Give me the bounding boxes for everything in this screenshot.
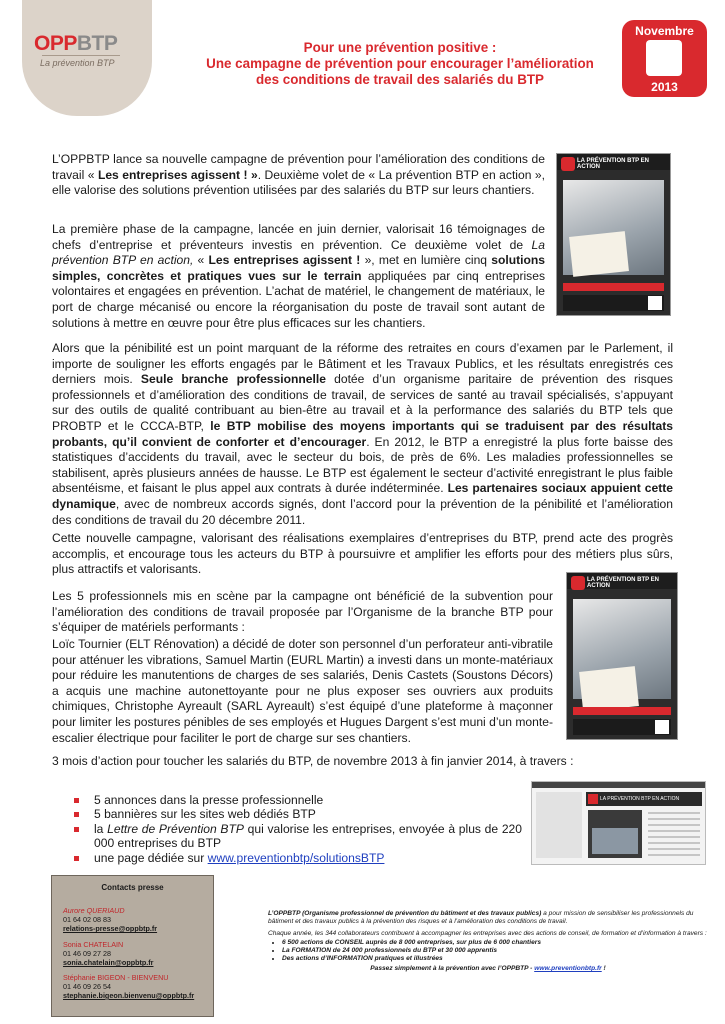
contact-3-phone: 01 46 09 26 54 — [63, 982, 111, 991]
contact-2-name: Sonia CHATELAIN — [63, 940, 124, 949]
contact-1-phone: 01 64 02 08 83 — [63, 915, 111, 924]
p3-bold-partners: Les partenaires sociaux appuient cette dynamique — [52, 481, 673, 511]
p3-text-end: , avec de nombreux accords signés, dont l’accord pour la prévention de la pénibilité et l’amélioration des conditions de travail du 20 décembre 2011. — [52, 496, 673, 527]
paragraph-duration: 3 mois d’action pour toucher les salariés du BTP, de novembre 2013 à fin janvier 2014, à travers : — [52, 754, 574, 768]
logo-text-red: OPP — [34, 32, 77, 55]
p2-bold: Les entreprises agissent ! — [208, 253, 361, 268]
qr-code-icon — [648, 296, 662, 310]
poster-red-bar — [563, 283, 664, 291]
poster-logo-icon — [561, 157, 575, 171]
title-line-2: Une campagne de prévention pour encourager l’amélioration — [206, 56, 594, 71]
footer-tagline-text: Passez simplement à la prévention avec l’OPPBTP - — [370, 965, 535, 973]
poster-logo-icon — [571, 576, 585, 590]
website-screenshot — [531, 781, 706, 865]
p1-text: L’OPPBTP lance sa nouvelle campagne de prévention pour l’amélioration des conditions de travail « — [52, 152, 545, 182]
web-banner-title: LA PRÉVENTION BTP EN ACTION — [600, 796, 680, 802]
p3-text: Alors que la pénibilité est un point marquant de la réforme des retraites en cours d’examen par le Parlement, il importe de souligner les efforts engagés par le Bâtiment et les Travaux Publics, et les résultats enregistrés ces derniers mois. — [52, 341, 673, 387]
web-sidebar — [536, 792, 582, 858]
list-item-text: la — [94, 821, 108, 836]
badge-square — [646, 40, 682, 76]
p3-bold-branch: Seule branche professionnelle — [140, 372, 326, 387]
footer-list-item: • 6 500 actions de CONSEIL auprès de 8 000 entreprises, sur plus de 6 000 chantiers — [282, 939, 708, 947]
p2-italic: La prévention BTP en action, — [52, 237, 545, 268]
campaign-poster-1 — [556, 153, 671, 316]
page-title — [180, 40, 620, 88]
list-item — [72, 851, 522, 865]
badge-month: Novembre — [635, 24, 694, 38]
poster-title: LA PRÉVENTION BTP EN ACTION — [587, 577, 660, 589]
bullet-square-icon — [74, 812, 79, 817]
p3-text-mid: dotée d’un organisme paritaire de prévention des risques professionnels et d’amélioration des conditions de travail, de services de santé au travail spécialisés, s’appuyant sur des outils de qualité contribuant au bien-être au travail et à la performance des salariés du BTP tels que PROBTP et le CCCA-BTP, — [52, 372, 673, 433]
paragraph-intro — [52, 152, 545, 199]
p2-text-mid: », met en lumière cinq — [360, 253, 492, 268]
web-logo-icon — [588, 794, 598, 804]
footer-list-item: • Des actions d’INFORMATION pratiques et illustrées — [282, 955, 708, 963]
web-photo — [592, 828, 638, 854]
paragraph-professionals: Les 5 professionnels mis en scène par la campagne ont bénéficié de la subvention pour l’amélioration des conditions de travail proposée par l’Organisme de la branche BTP pour s’équiper de matériels performants : — [52, 589, 553, 635]
list-item — [72, 793, 522, 807]
footer-actions-intro: Chaque année, les 344 collaborateurs contribuent à accompagner les entreprises avec des actions de conseil, de formation et d’information à travers : — [268, 930, 707, 938]
list-item — [72, 807, 522, 821]
footer-list-item: • La FORMATION de 24 000 professionnels du BTP et 30 000 apprentis — [282, 947, 708, 955]
poster-title: LA PRÉVENTION BTP EN ACTION — [577, 158, 650, 170]
title-line-1: Pour une prévention positive : — [303, 40, 497, 55]
p1-text-end: . Deuxième volet de « La prévention BTP en action », elle valorise des solutions prévention utilisées par des salariés du BTP sur leurs chantiers. — [52, 167, 545, 198]
paragraph-phase — [52, 222, 545, 331]
poster-card — [579, 666, 639, 712]
bullet-square-icon — [74, 827, 79, 832]
bullet-square-icon — [74, 798, 79, 803]
campaign-poster-2 — [566, 572, 678, 740]
web-topbar — [532, 782, 705, 788]
p2-bold-solutions: solutions simples, concrètes et pratiques vues sur le terrain — [52, 253, 546, 283]
web-text-lines — [648, 812, 700, 856]
list-item-text: 5 bannières sur les sites web dédiés BTP — [94, 807, 316, 822]
contact-1-name: Aurore QUERIAUD — [63, 906, 125, 915]
poster-card — [569, 231, 629, 277]
list-item — [72, 822, 522, 851]
qr-code-icon — [655, 720, 669, 734]
p2-text-end: appliquées par cinq entreprises volontaires et engagées en prévention. L’achat de matériel, le changement de matériaux, le port de charge mécanisé ou encore la réorganisation du poste de travail sont autant de solutions à mettre en œuvre pour être plus efficaces sur les chantiers. — [52, 268, 545, 330]
poster-red-bar — [573, 707, 671, 715]
contacts-title: Contacts presse — [101, 883, 164, 892]
list-item-text: 5 annonces dans la presse professionnelle — [94, 793, 324, 807]
website-link[interactable]: www.preventionbtp.fr — [534, 965, 602, 973]
footer-mission — [268, 910, 708, 926]
title-line-3: des conditions de travail des salariés du BTP — [256, 72, 544, 87]
bullet-square-icon — [74, 856, 79, 861]
organisation-footer — [268, 910, 708, 973]
p2-text: La première phase de la campagne, lancée en juin dernier, valorisait 16 témoignages de chefs d’entreprise et préventeurs investis en prévention. Ce deuxième volet de — [52, 222, 545, 252]
logo-text-grey: BTP — [76, 32, 118, 55]
oppbtp-logo — [34, 32, 117, 56]
footer-mission-bold: L’OPPBTP (Organisme professionnel de prévention du bâtiment et des travaux publics) — [268, 910, 542, 917]
footer-mission-text: a pour mission de sensibiliser les professionnels du bâtiment et des travaux publics à la prévention des risques et à l’amélioration des conditions de travail. — [268, 910, 694, 926]
footer-tagline-end: ! — [601, 965, 606, 973]
paragraph-campaign: Cette nouvelle campagne, valorisant des réalisations exemplaires d’entreprises du BTP, prend acte des progrès accomplis, et encourage tous les acteurs du BTP à poursuivre et amplifier les efforts pour des métiers plus sûrs, plus attractifs et valorisants. — [52, 531, 673, 577]
footer-actions-list — [268, 939, 708, 964]
contact-3-email[interactable]: stephanie.bigeon.bienvenu@oppbtp.fr — [63, 991, 195, 1000]
paragraph-context — [52, 341, 673, 528]
list-item-text-end: qui valorise les entreprises, envoyée à plus de 220 000 entreprises du BTP — [94, 821, 522, 851]
contact-2-email[interactable]: sonia.chatelain@oppbtp.fr — [63, 958, 154, 967]
paragraph-companies: Loïc Tournier (ELT Rénovation) a décidé de doter son personnel d’un perforateur anti-vibratile pour atténuer les vibrations, Samuel Martin (EURL Martin) a investi dans un monte-matériaux pour réduire les manutentions de charges de ses salariés, Denis Castets (Soustons Décors) a acquis une machine autonettoyante pour ne plus exposer ses ouvriers aux produits chimiques, Christophe Ayreault (SARL Ayreault) s’est équipé d’une plateforme à maçonner pour limiter les postures pénibles de ses employés et Hugues Dargent s’est muni d’un monte-escalier électrique pour faciliter le port de charge sur ses chantiers. — [52, 637, 553, 745]
logo-subtitle: La prévention BTP — [40, 58, 115, 68]
p3-bold-means: le BTP mobilise des moyens importants qui se traduisent par des résultats probants, qu’il convient de conforter et d’encourager — [52, 418, 673, 449]
solutions-page-link[interactable]: www.preventionbtp/solutionsBTP — [207, 850, 385, 865]
action-list — [72, 793, 522, 865]
p2-quote: « — [193, 253, 209, 268]
contact-3-name: Stéphanie BIGEON - BIENVENU — [63, 973, 169, 982]
p3-text-stats: . En 2012, le BTP a enregistré la plus forte baisse des statistiques d’accidents du travail, avec le secteur du bois, de près de 6%. Les maladies professionnelles se stabilisent, après plusieurs années de hausse. Le BTP est également le secteur d’activité enregistrant le plus faible absentéisme, et faisant le plus appel aux contrats à durée indéterminée. — [52, 434, 673, 496]
badge-year: 2013 — [651, 80, 678, 94]
p1-bold: Les entreprises agissent ! » — [97, 167, 258, 182]
footer-tagline — [268, 965, 708, 973]
contact-1-email[interactable]: relations-presse@oppbtp.fr — [63, 924, 158, 933]
logo-divider — [42, 55, 120, 56]
list-item-text: une page dédiée sur — [94, 850, 208, 865]
contact-2-phone: 01 46 09 27 28 — [63, 949, 111, 958]
list-item-italic: Lettre de Prévention BTP — [107, 821, 244, 836]
